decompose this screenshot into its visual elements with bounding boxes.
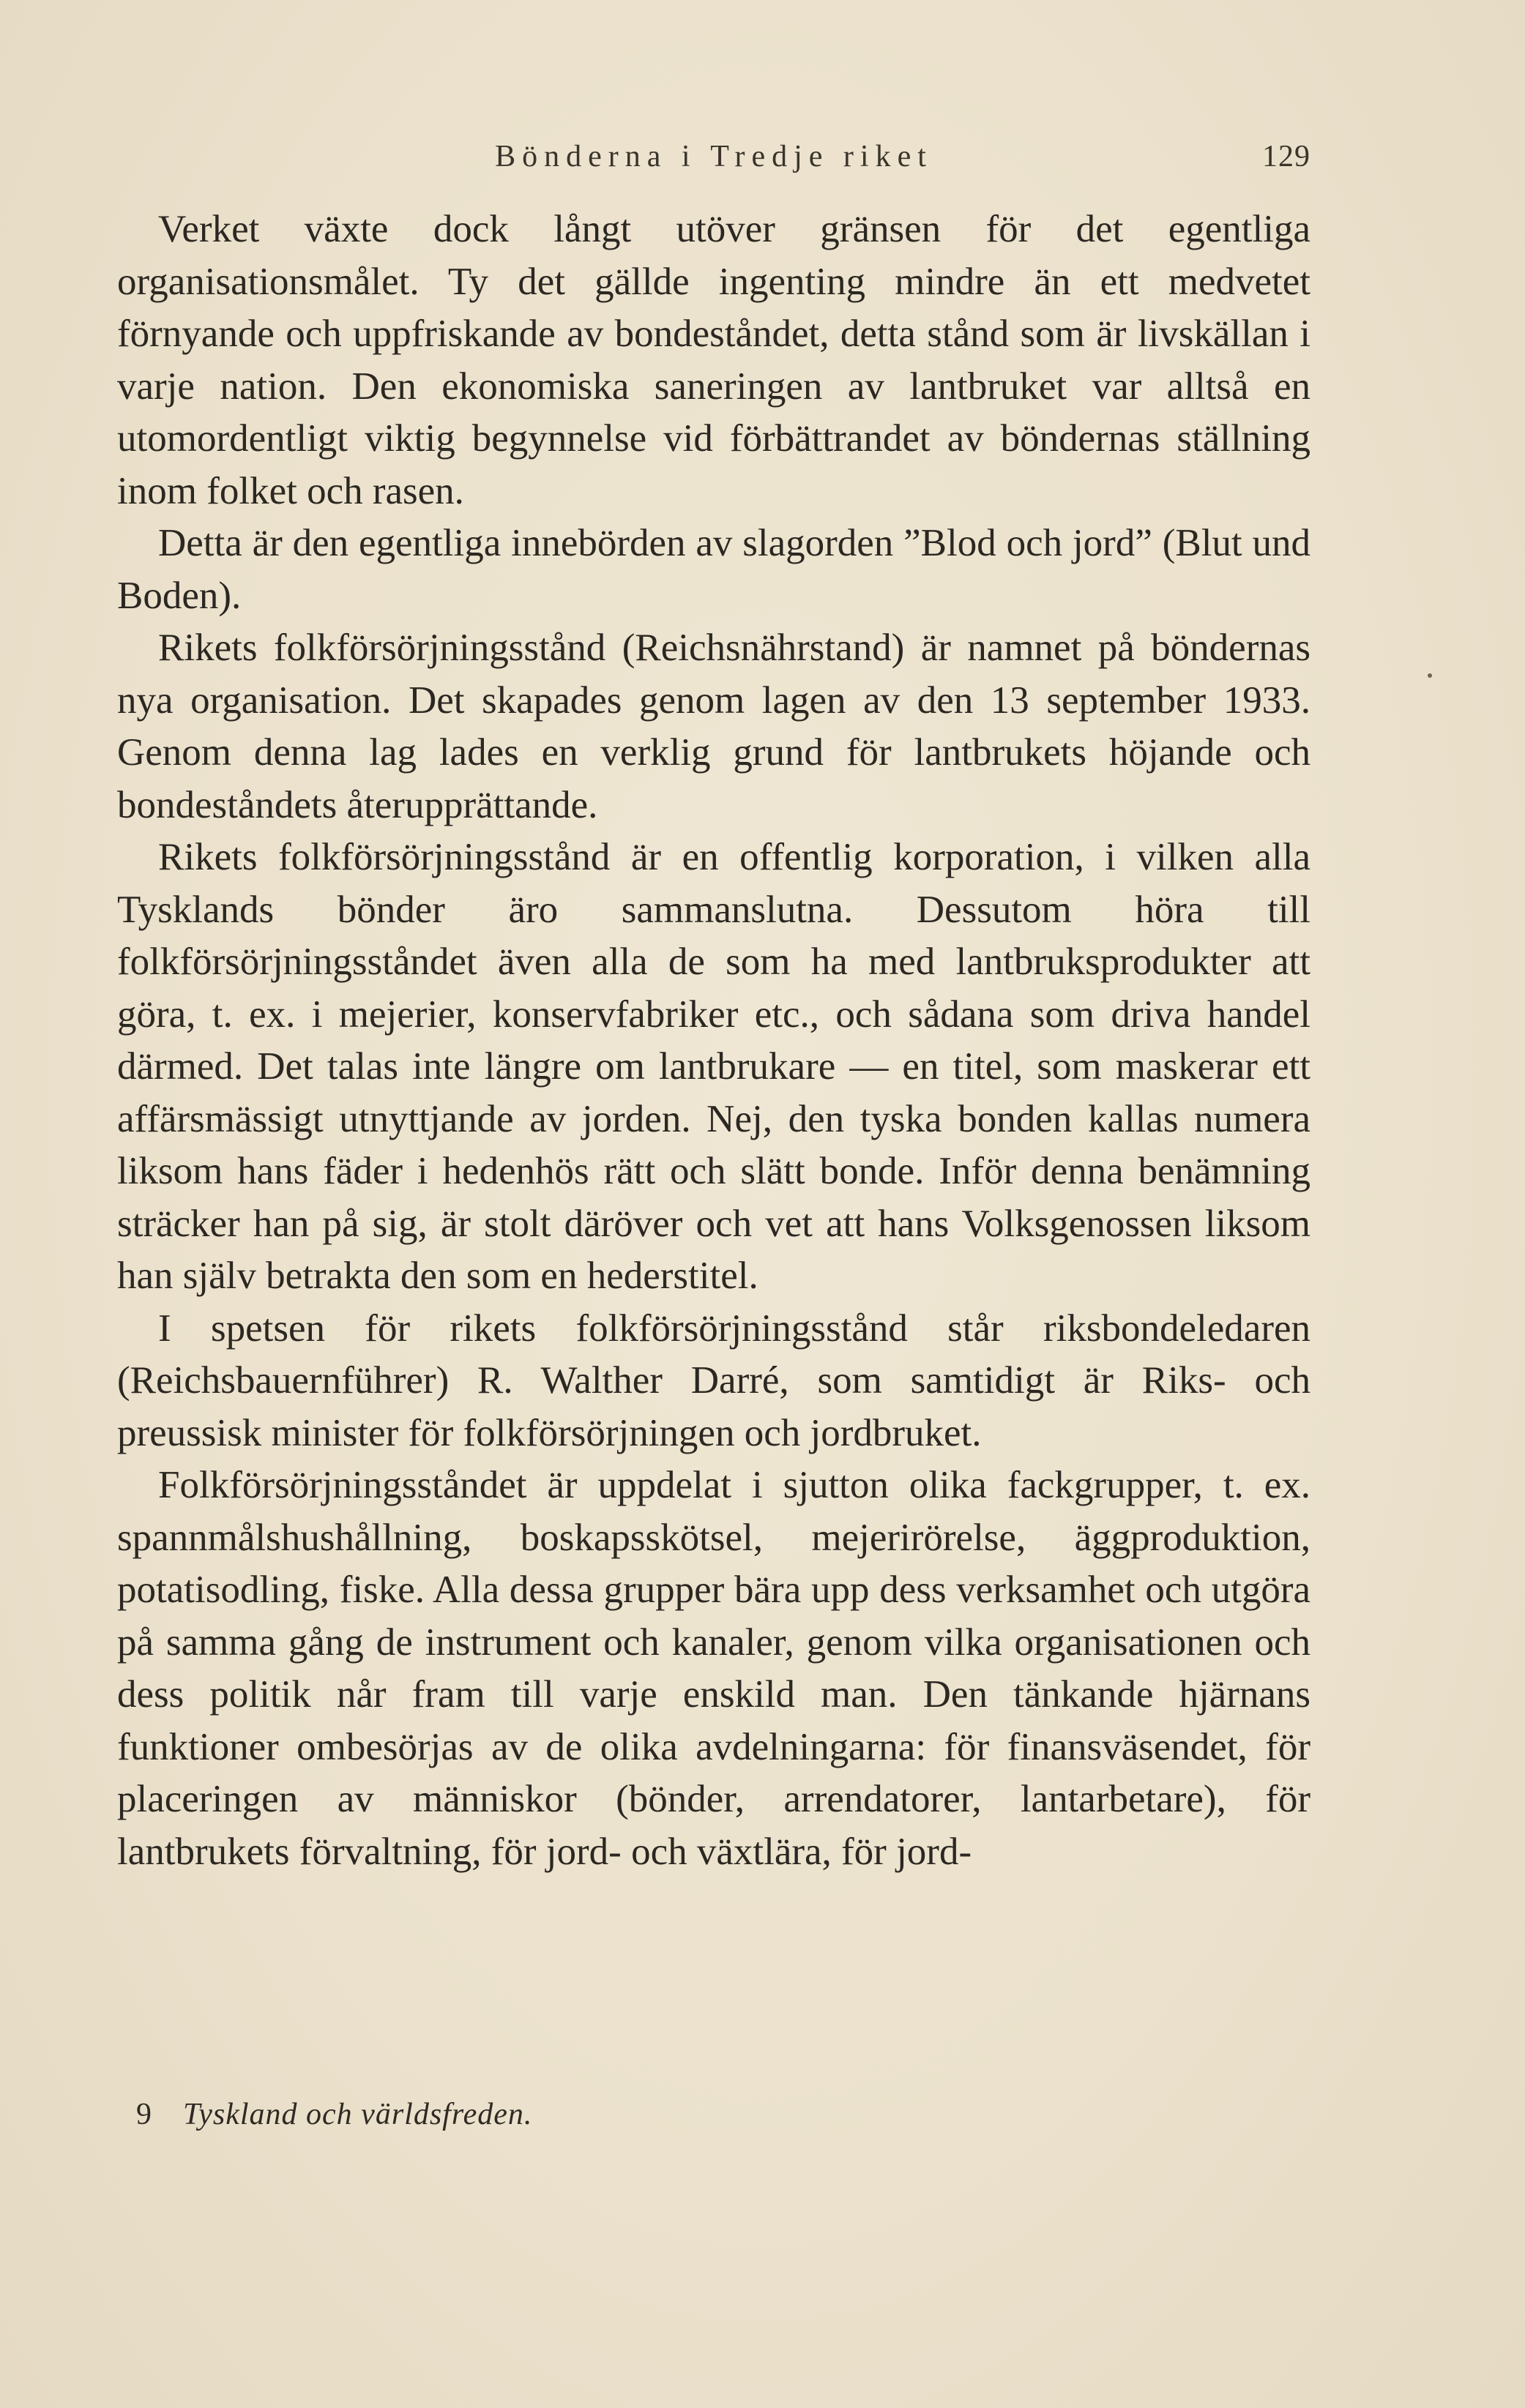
body-text — [117, 203, 1310, 1878]
paragraph: I spetsen för rikets folkförsörjningsstånd står riksbondeledaren (Reichsbauernführer) R. Walther Darré, som samtidigt är Riks- och preussisk minister för folkförsörjningen och jordbruket. — [117, 1306, 1310, 1454]
page-number: 129 — [1262, 140, 1310, 173]
running-head — [117, 139, 1310, 183]
signature-title: Tyskland och världsfreden. — [183, 2098, 533, 2131]
paragraph: Rikets folkförsörjningsstånd (Reichsnährstand) är namnet på böndernas nya organisation. Det skapades genom lagen av den 13 september 1933. Genom denna lag lades en verklig grund för lantbrukets höjande och bondeståndets återupprättande. — [117, 627, 1310, 826]
paragraph: Detta är den egentliga innebörden av slagorden ”Blod och jord” (Blut und Boden). — [117, 522, 1310, 617]
signature-mark: 9 — [136, 2098, 152, 2131]
paragraph: Folkförsörjningsståndet är uppdelat i sjutton olika fackgrupper, t. ex. spannmålshushållning, boskapsskötsel, mejerirörelse, äggproduktion, potatisodling, fiske. Alla dessa grupper bära upp dess verksamhet och utgöra på samma gång de instrument och kanaler, genom vilka organisationen och dess politik når fram till varje enskild man. Den tänkande hjärnans funktioner ombesörjas av de olika avdelningarna: för finansväsendet, för placeringen av människor (bönder, arrendatorer, lantarbetare), för lantbrukets förvaltning, för jord- och växtlära, för jord- — [117, 1464, 1310, 1873]
signature-line — [136, 2097, 1161, 2132]
margin-speck — [1428, 673, 1432, 678]
paragraph: Rikets folkförsörjningsstånd är en offentlig korporation, i vilken alla Tysklands bönder äro sammanslutna. Dessutom höra till folkförsörjningsståndet även alla de som ha med lantbruksprodukter att göra, t. ex. i mejerier, konservfabriker etc., och sådana som driva handel därmed. Det talas inte längre om lantbrukare — en titel, som maskerar ett affärsmässigt utnyttjande av jorden. Nej, den tyska bonden kallas numera liksom hans fäder i hedenhös rätt och slätt bonde. Inför denna benämning sträcker han på sig, är stolt däröver och vet att hans Volksgenossen liksom han själv betrakta den som en hederstitel. — [117, 836, 1310, 1297]
paragraph: Verket växte dock långt utöver gränsen för det egentliga organisationsmålet. Ty det gällde ingenting mindre än ett medvetet förnyande och uppfriskande av bondeståndet, detta stånd som är livskällan i varje nation. Den ekonomiska saneringen av lantbruket var alltså en utomordentligt viktig begynnelse vid förbättrandet av böndernas ställning inom folket och rasen. — [117, 208, 1310, 512]
running-head-title: Bönderna i Tredje riket — [495, 140, 933, 173]
